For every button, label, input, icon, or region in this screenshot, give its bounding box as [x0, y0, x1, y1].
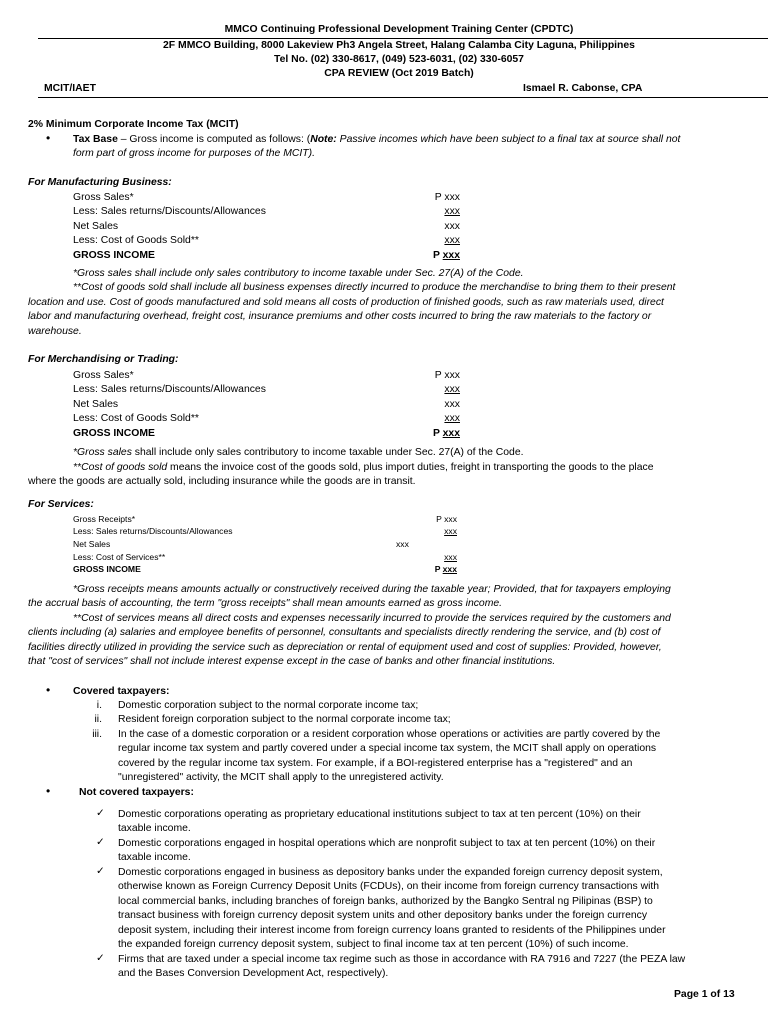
merch-note-cogs-line2: where the goods are actually sold, including insurance while the goods are in transit.	[28, 476, 416, 487]
covered-item-line: regular income tax system and partly covered under a special income tax system, the MCIT shall apply on operations	[118, 743, 657, 754]
not-covered-item-line: Domestic corporations engaged in business as depository banks under the expanded foreign currency deposit system,	[118, 867, 663, 878]
not-covered-item-line: local commercial banks, including branches of foreign banks, authorized by the Bangko Sentral ng Pilipinas (BSP) to	[118, 896, 653, 907]
not-covered-item-line: Domestic corporations engaged in hospital operations which are nonprofit subject to tax at ten percent (10%) on their	[118, 838, 656, 849]
services-note-cost-line: that "cost of services" shall not include interest expense except in the case of banks and other financial institutions.	[28, 656, 556, 667]
services-row-amount: xxx	[396, 539, 409, 549]
bullet-icon: •	[46, 784, 51, 798]
services-row-amount: xxx	[444, 526, 457, 536]
merch-row-amount: xxx	[444, 384, 460, 395]
mfg-note-cogs-line: location and use. Cost of goods manufactured and sold means all costs of production of finished goods, such as raw materials used, direct	[28, 297, 664, 308]
header-address: 2F MMCO Building, 8000 Lakeview Ph3 Angela Street, Halang Calamba City Laguna, Philippines	[163, 40, 635, 51]
merch-row-label: Less: Cost of Goods Sold**	[73, 413, 199, 424]
tax-base-paragraph	[73, 133, 743, 148]
tax-base-note-label: Note:	[310, 134, 337, 145]
not-covered-item-line: otherwise known as Foreign Currency Deposit Units (FCDUs), on their income from foreign currency transactions with	[118, 881, 660, 892]
merch-row-label: Gross Sales*	[73, 370, 134, 381]
mfg-row-label: Less: Cost of Goods Sold**	[73, 235, 199, 246]
services-row-label: Less: Cost of Services**	[73, 552, 166, 562]
mfg-row-amount: P xxx	[434, 192, 460, 203]
tax-base-label: Tax Base	[73, 134, 118, 145]
tax-base-note-text: Passive incomes which have been subject to a final tax at source shall not	[336, 134, 681, 145]
page-number: Page 1 of 13	[674, 989, 735, 1000]
not-covered-item-line: Firms that are taxed under a special income tax regime such as those in accordance with RA 7916 and 7227 (the PEZA law	[118, 954, 686, 965]
services-row-label: Gross Receipts*	[73, 514, 136, 524]
not-covered-item-line: Domestic corporations operating as proprietary educational institutions subject to tax at ten percent (10%) on their	[118, 809, 641, 820]
not-covered-item-line: taxable income.	[118, 823, 191, 834]
covered-item-line: covered by the regular income tax system. For example, if a BOI-registered enterprise has a "registered" and an	[118, 758, 633, 769]
header-divider-bottom	[38, 97, 768, 98]
checkmark-icon: ✓	[96, 953, 105, 964]
services-note-cost-line: **Cost of services means all direct costs and expenses necessarily incurred to provide the services required by the customers and	[73, 613, 671, 624]
section-title: 2% Minimum Corporate Income Tax (MCIT)	[28, 119, 239, 130]
mfg-row-label: Gross Sales*	[73, 192, 134, 203]
mfg-note-cogs-line: **Cost of goods sold shall include all business expenses directly incurred to produce the merchandise to bring them to their present	[73, 282, 676, 293]
services-gross-income-amount: P xxx	[434, 564, 457, 574]
mfg-note-gross-sales: *Gross sales shall include only sales contributory to income taxable under Sec. 27(A) of the Code.	[73, 268, 524, 279]
bullet-icon: •	[46, 131, 51, 145]
merch-gross-income-amount: P xxx	[433, 428, 460, 439]
covered-heading: Covered taxpayers:	[73, 686, 170, 697]
header-author: Ismael R. Cabonse, CPA	[523, 83, 643, 94]
merch-gross-income-label: GROSS INCOME	[73, 428, 155, 439]
services-heading: For Services:	[28, 499, 94, 510]
mfg-row-label: Net Sales	[73, 221, 119, 232]
mfg-note-cogs-line: warehouse.	[28, 326, 82, 337]
covered-item-number: i.	[96, 700, 102, 711]
checkmark-icon: ✓	[96, 808, 105, 819]
mfg-row-amount: xxx	[444, 221, 460, 232]
covered-item-line: In the case of a domestic corporation or a resident corporation whose operations or activities are partly covered by the	[118, 729, 661, 740]
services-row-amount: xxx	[444, 552, 457, 562]
services-note-cost-line: clients including (a) salaries and employee benefits of personnel, consultants and specialists directly rendering the service, and (b) cost of	[28, 627, 661, 638]
merch-row-amount: xxx	[444, 399, 460, 410]
services-note-cost-line: facilities directly utilized in providing the service such as depreciation or rental of equipment used and cost of supplies: Provided, however,	[28, 642, 662, 653]
header-tel: Tel No. (02) 330-8617, (049) 523-6031, (02) 330-6057	[274, 54, 524, 65]
covered-item-number: iii.	[92, 729, 102, 740]
services-note-gross-receipts-line: *Gross receipts means amounts actually or constructively received during the taxable year; Provided, that for taxpayers employing	[73, 584, 671, 595]
mfg-gross-income-amount: P xxx	[433, 250, 460, 261]
merch-row-label: Less: Sales returns/Discounts/Allowances	[73, 384, 266, 395]
mfg-gross-income-label: GROSS INCOME	[73, 250, 155, 261]
services-gross-income-label: GROSS INCOME	[73, 564, 141, 574]
services-row-label: Less: Sales returns/Discounts/Allowances	[73, 526, 233, 536]
header-batch: CPA REVIEW (Oct 2019 Batch)	[324, 68, 474, 79]
covered-item-number: ii.	[94, 714, 102, 725]
mfg-row-amount: xxx	[444, 206, 460, 217]
merch-note-gross-sales: *Gross sales shall include only sales contributory to income taxable under Sec. 27(A) of the Code.	[73, 447, 524, 458]
header-org: MMCO Continuing Professional Development Training Center (CPDTC)	[224, 24, 574, 35]
merch-note-cogs: **Cost of goods sold means the invoice cost of the goods sold, plus import duties, freight in transporting the goods to the place	[73, 462, 654, 473]
checkmark-icon: ✓	[96, 866, 105, 877]
covered-item-line: Domestic corporation subject to the normal corporate income tax;	[118, 700, 419, 711]
bullet-icon: •	[46, 683, 51, 697]
services-row-amount: P xxx	[436, 514, 457, 524]
covered-item-line: Resident foreign corporation subject to the normal corporate income tax;	[118, 714, 451, 725]
not-covered-item-line: deposit system, including their interest income from foreign currency loans granted to residents of the Philippines under	[118, 925, 666, 936]
merch-row-amount: xxx	[444, 413, 460, 424]
not-covered-item-line: and the Bases Conversion Development Act, respectively).	[118, 968, 389, 979]
mfg-row-amount: xxx	[444, 235, 460, 246]
mfg-row-label: Less: Sales returns/Discounts/Allowances	[73, 206, 266, 217]
covered-item-line: "unregistered" activity, the MCIT shall apply to the unregistered activity.	[118, 772, 444, 783]
tax-base-text: – Gross income is computed as follows: (	[117, 134, 311, 145]
merch-row-amount: P xxx	[434, 370, 460, 381]
services-note-gross-receipts-line: the accrual basis of accounting, the term "gross receipts" shall mean amounts earned as gross income.	[28, 598, 503, 609]
merch-row-label: Net Sales	[73, 399, 119, 410]
manufacturing-heading: For Manufacturing Business:	[28, 177, 172, 188]
services-row-label: Net Sales	[73, 539, 111, 549]
header-left-code: MCIT/IAET	[44, 83, 96, 94]
tax-base-note-line2: form part of gross income for purposes of the MCIT).	[73, 148, 315, 159]
not-covered-heading: Not covered taxpayers:	[79, 787, 194, 798]
not-covered-item-line: transact business with foreign currency deposit system units and other depository banks under the foreign currency	[118, 910, 648, 921]
merchandising-heading: For Merchandising or Trading:	[28, 354, 179, 365]
mfg-note-cogs-line: labor and manufacturing overhead, freight cost, insurance premiums and other costs incurred to bring the raw materials to the factory or	[28, 311, 652, 322]
not-covered-item-line: taxable income.	[118, 852, 191, 863]
checkmark-icon: ✓	[96, 837, 105, 848]
not-covered-item-line: the expanded foreign currency deposit system, subject to final income tax at ten percent (10%) of such income.	[118, 939, 629, 950]
